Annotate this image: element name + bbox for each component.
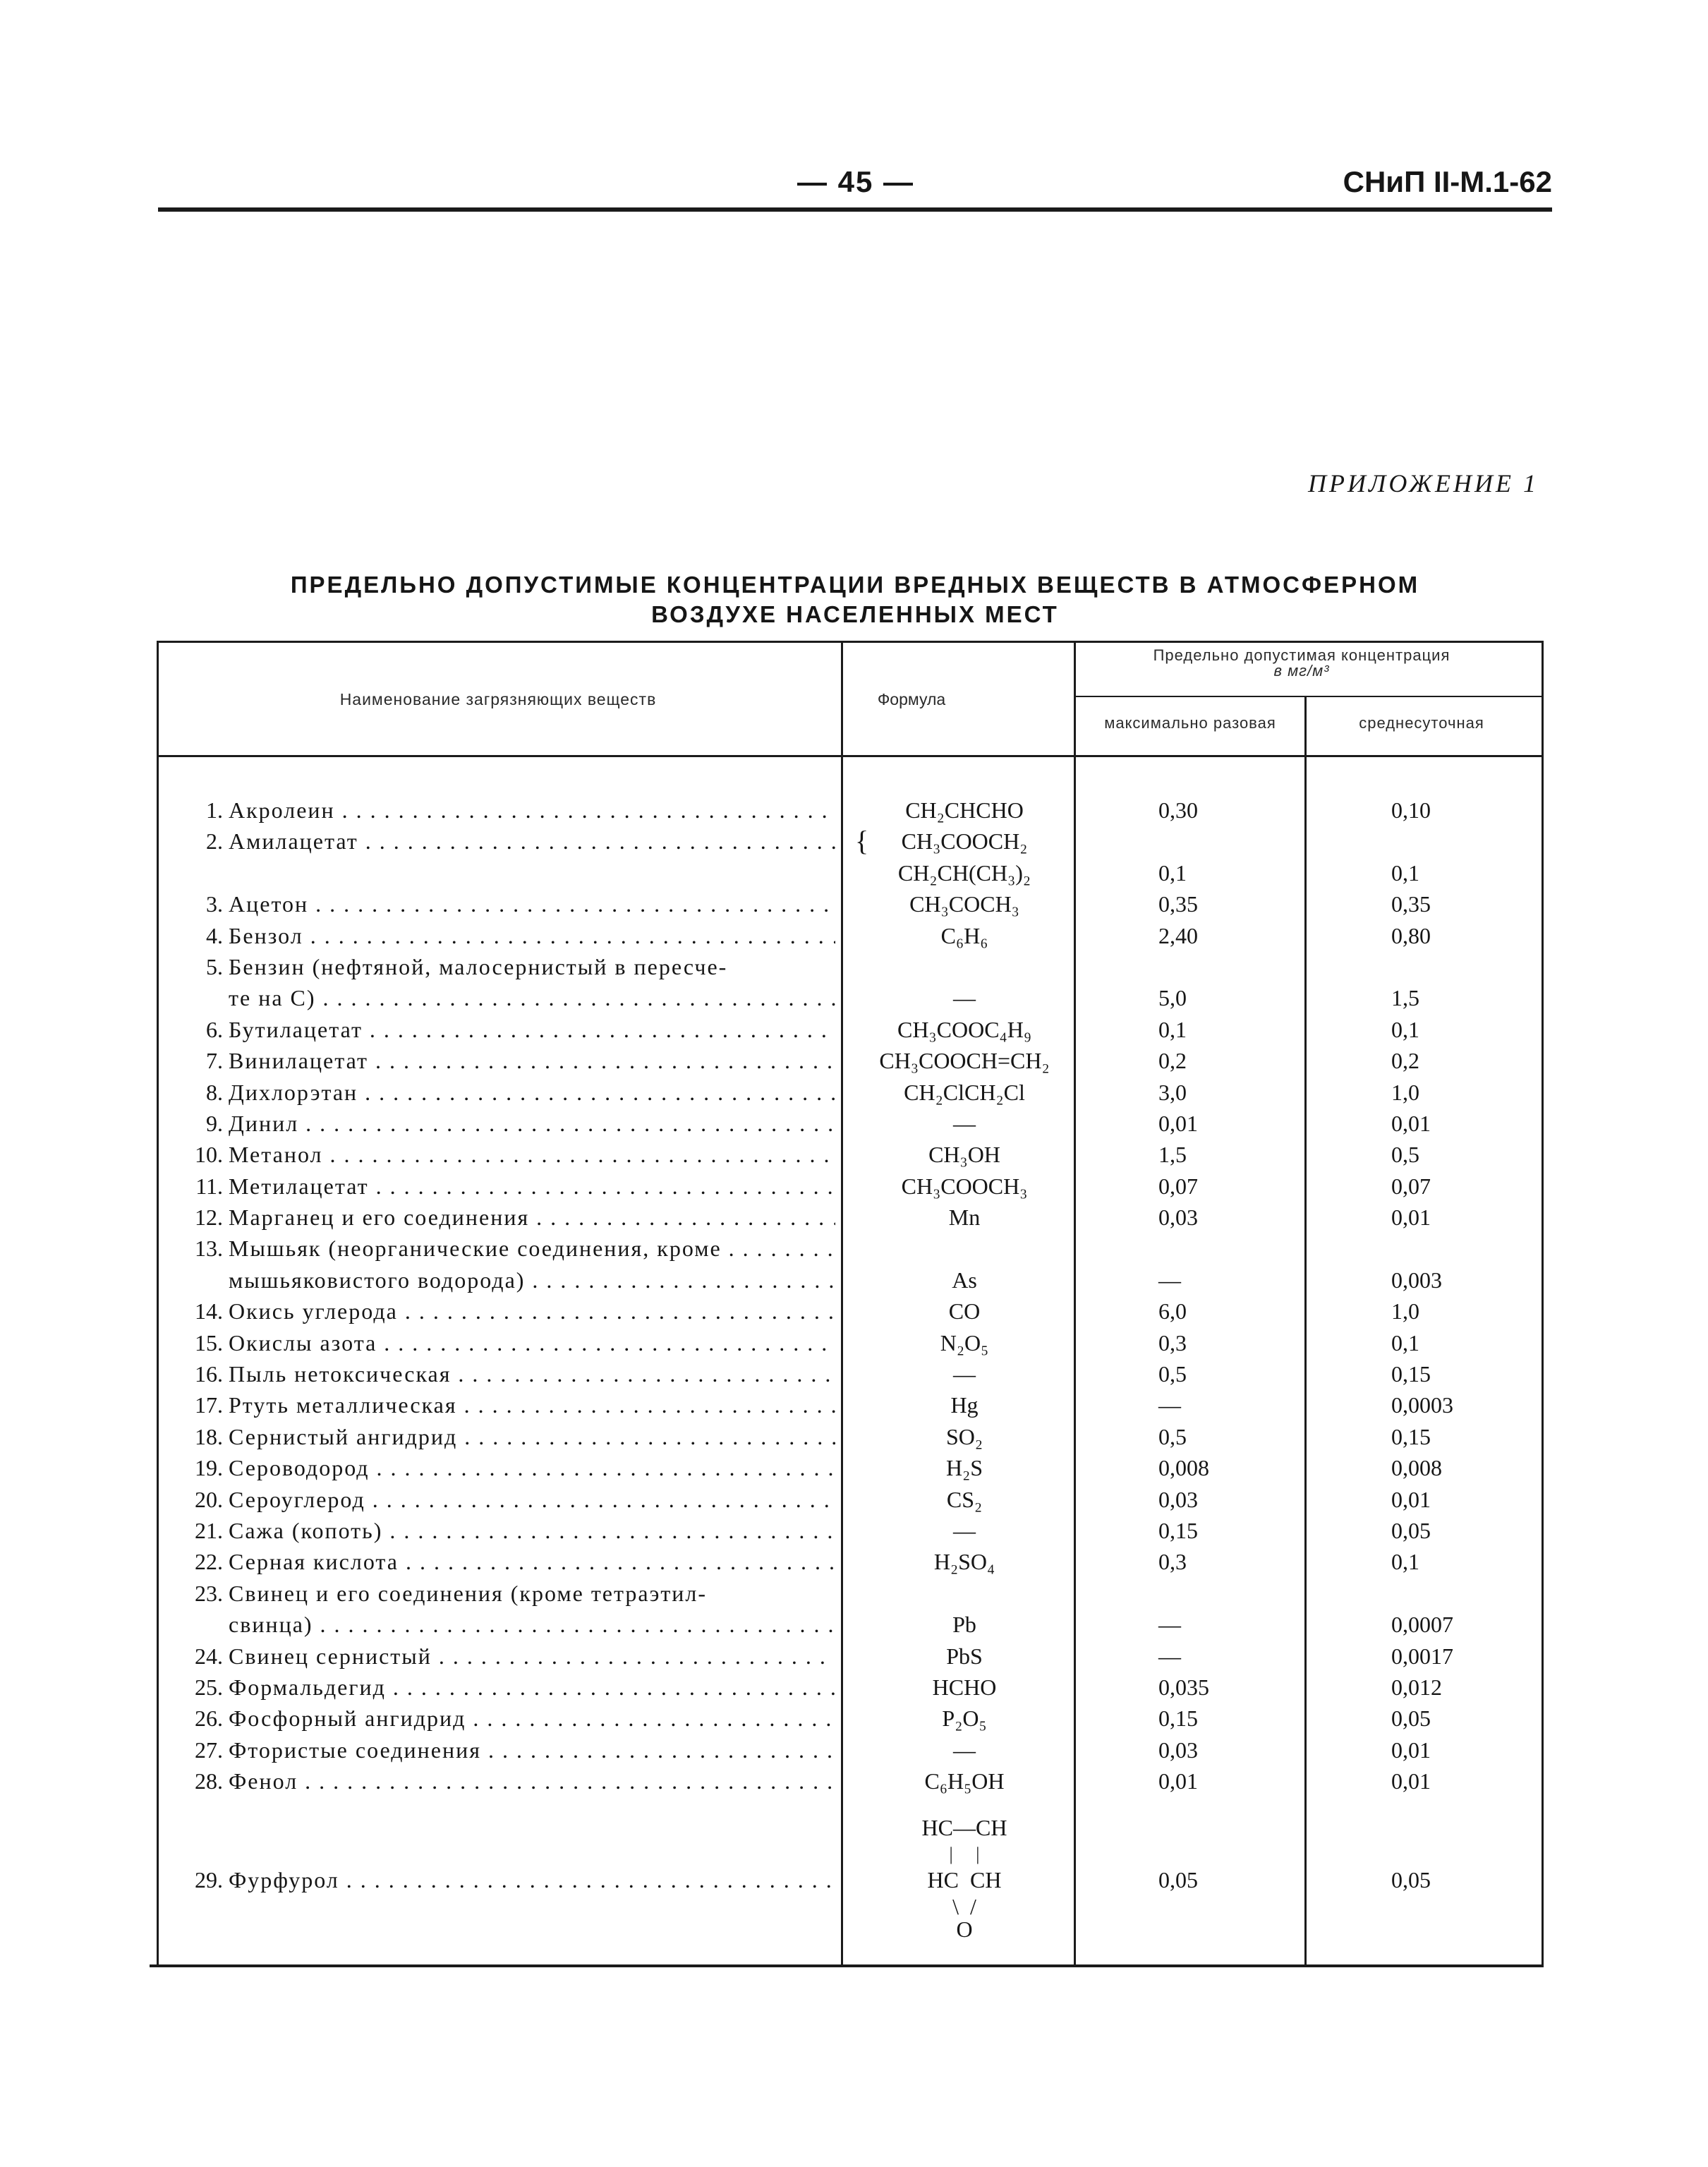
furfurol-formula-bonds: | | (949, 1844, 980, 1864)
daily-average-value: 0,0017 (1391, 1643, 1453, 1669)
table-row (150, 951, 1544, 982)
max-single-value: 0,03 (1158, 1737, 1198, 1763)
formula: CO (948, 1298, 981, 1324)
daily-average-value: 0,15 (1391, 1361, 1431, 1387)
table-row (150, 888, 1544, 919)
row-number: 13. (195, 1236, 223, 1262)
substance-name: Сероуглерод . . . (229, 1487, 835, 1513)
substance-name: Акролеин . . . (229, 797, 835, 823)
table-row (150, 1641, 1544, 1672)
substance-name: свинца) . . . (229, 1612, 835, 1638)
row-number: 18. (195, 1423, 223, 1449)
daily-average-value: 0,01 (1391, 1110, 1431, 1136)
row-number: 10. (195, 1142, 223, 1168)
daily-average-value: 0,80 (1391, 922, 1431, 948)
daily-average-value: 0,01 (1391, 1486, 1431, 1512)
max-single-value: 1,5 (1158, 1142, 1187, 1168)
formula: — (953, 1361, 976, 1387)
substance-name: Фенол . . . (229, 1768, 835, 1794)
header-concentration-title: Предельно допустимая концентрация (1153, 646, 1450, 664)
header-formula: Формула (877, 690, 946, 708)
formula: — (953, 985, 976, 1011)
row-number: 3. (206, 891, 223, 917)
row-number: 6. (206, 1016, 223, 1042)
row-number: 20. (195, 1486, 223, 1512)
max-single-value: — (1158, 1643, 1181, 1669)
substance-name: Фурфурол . . . (229, 1867, 835, 1893)
daily-average-value: 0,0007 (1391, 1612, 1453, 1638)
row-number: 24. (195, 1643, 223, 1669)
table-row (150, 1484, 1544, 1515)
max-single-value: 0,3 (1158, 1549, 1187, 1575)
row-number: 21. (195, 1517, 223, 1543)
substance-name: Сажа (копоть) . . . (229, 1518, 835, 1544)
formula: — (953, 1110, 976, 1136)
row-number: 19. (195, 1455, 223, 1481)
furfurol-formula-oxygen: O (956, 1917, 973, 1942)
substance-name: Окислы азота . . . (229, 1330, 835, 1356)
max-single-value: 0,15 (1158, 1706, 1198, 1732)
row-number: 11. (195, 1173, 223, 1199)
formula: PbS (946, 1643, 983, 1669)
daily-average-value: 0,012 (1391, 1674, 1442, 1700)
substance-name: Метанол . . . (229, 1142, 835, 1168)
formula: CH₃OH (928, 1142, 1000, 1168)
row-number: 28. (195, 1768, 223, 1794)
formula: C₆H₆ (940, 922, 988, 948)
row-number: 26. (195, 1706, 223, 1732)
daily-average-value: 0,07 (1391, 1173, 1431, 1199)
substance-name: Сероводород . . . (229, 1455, 835, 1481)
formula: As (952, 1267, 977, 1293)
table-title-line2: ВОЗДУХЕ НАСЕЛЕННЫХ МЕСТ (651, 601, 1059, 627)
furfurol-formula-mid: HC CH (927, 1867, 1002, 1893)
substance-name: Бензол . . . (229, 923, 835, 949)
header-concentration-group (1074, 648, 1530, 679)
formula: N₂O₅ (940, 1329, 989, 1356)
row-number: 7. (206, 1048, 223, 1074)
daily-average-value: 0,0003 (1391, 1392, 1453, 1418)
substance-name: Серная кислота . . . (229, 1549, 835, 1575)
group-header-rule (1074, 696, 1544, 697)
table-row (150, 1327, 1544, 1358)
table-top-rule (157, 641, 1544, 643)
table-row (150, 1421, 1544, 1452)
daily-average-value: 0,5 (1391, 1142, 1419, 1168)
table-row (150, 982, 1544, 1013)
header-concentration-unit: в мг/м³ (1273, 662, 1330, 680)
daily-average-value: 0,2 (1391, 1048, 1419, 1074)
formula: CH₃COOC₄H₉ (897, 1016, 1031, 1042)
table-row (150, 920, 1544, 951)
table-title-line1: ПРЕДЕЛЬНО ДОПУСТИМЫЕ КОНЦЕНТРАЦИИ ВРЕДНЫХ ВЕЩЕСТВ В АТМОСФЕРНОМ (290, 572, 1420, 598)
daily-average-value: 0,01 (1391, 1768, 1431, 1794)
row-number: 27. (195, 1737, 223, 1763)
substance-name: Свинец сернистый . . . (229, 1643, 835, 1670)
formula: CS₂ (946, 1486, 983, 1512)
daily-average-value: 0,05 (1391, 1706, 1431, 1732)
row-number: 4. (206, 922, 223, 948)
row-number: 22. (195, 1549, 223, 1575)
table-row (150, 826, 1544, 857)
row-number: 29. (195, 1867, 223, 1893)
substance-name: Ртуть металлическая . . . (229, 1392, 835, 1418)
daily-average-value: 0,10 (1391, 797, 1431, 823)
max-single-value: 0,01 (1158, 1110, 1198, 1136)
substance-name: Фтористые соединения . . . (229, 1737, 835, 1763)
furfurol-formula-ring: \ / (952, 1894, 976, 1919)
substance-name: Формальдегид . . . (229, 1674, 835, 1701)
daily-average-value: 0,15 (1391, 1423, 1431, 1449)
formula: CH₃COOCH=CH₂ (879, 1048, 1050, 1074)
page-header (158, 157, 1552, 213)
formula: Pb (952, 1612, 976, 1638)
formula: P₂O₅ (942, 1706, 987, 1732)
max-single-value: 0,2 (1158, 1048, 1187, 1074)
daily-average-value: 0,003 (1391, 1267, 1442, 1293)
substance-name: Амилацетат . . . (229, 828, 835, 855)
substance-name: Бутилацетат . . . (229, 1017, 835, 1043)
row-number: 16. (195, 1361, 223, 1387)
header-substance-name: Наименование загрязняющих веществ (339, 690, 657, 708)
max-single-value: 0,35 (1158, 891, 1198, 917)
max-single-value: 0,3 (1158, 1329, 1187, 1356)
table-row (150, 1139, 1544, 1170)
daily-average-value: 0,05 (1391, 1867, 1431, 1893)
substance-name: Бензин (нефтяной, малосернистый в пересче- (229, 953, 728, 979)
table-row (150, 857, 1544, 888)
table-row (150, 1864, 1544, 1895)
table-row (150, 1452, 1544, 1483)
table-row (150, 1703, 1544, 1734)
row-number: 9. (206, 1110, 223, 1136)
formula: H₂SO₄ (933, 1549, 995, 1575)
substance-name: Окись углерода . . . (229, 1298, 835, 1324)
header-rule (158, 207, 1552, 212)
table-row (150, 1578, 1544, 1609)
substance-name: Метилацетат . . . (229, 1173, 835, 1200)
row-number: 15. (195, 1329, 223, 1356)
row-number: 2. (206, 828, 223, 855)
substance-name: Сернистый ангидрид . . . (229, 1424, 835, 1450)
table-row (150, 1389, 1544, 1420)
table-row (150, 1515, 1544, 1546)
substance-name: Дихлорэтан . . . (229, 1080, 835, 1106)
row-number: 14. (195, 1298, 223, 1324)
daily-average-value: 0,1 (1391, 1329, 1419, 1356)
max-single-value: — (1158, 1392, 1181, 1418)
formula: — (953, 1737, 976, 1763)
substance-name: мышьяковистого водорода) . . . (229, 1267, 835, 1293)
table-row (150, 1202, 1544, 1233)
row-number: 25. (195, 1674, 223, 1700)
furfurol-formula-top: HC—CH (921, 1815, 1007, 1840)
max-single-value: 0,008 (1158, 1455, 1209, 1481)
formula: Hg (950, 1392, 979, 1418)
header-daily-average: среднесуточная (1359, 714, 1484, 732)
table-row (150, 1077, 1544, 1108)
page-number: — 45 — (797, 165, 915, 198)
table-bottom-rule (150, 1964, 1544, 1967)
row-number: 17. (195, 1392, 223, 1418)
substance-name: те на С) . . . (229, 985, 835, 1011)
table-row (150, 1045, 1544, 1076)
formula: C₆H₅OH (924, 1768, 1005, 1794)
daily-average-value: 0,1 (1391, 859, 1419, 886)
max-single-value: 6,0 (1158, 1298, 1187, 1324)
substance-name: Динил . . . (229, 1111, 835, 1137)
daily-average-value: 0,35 (1391, 891, 1431, 917)
max-single-value: 0,05 (1158, 1867, 1198, 1893)
max-single-value: — (1158, 1267, 1181, 1293)
daily-average-value: 0,01 (1391, 1737, 1431, 1763)
table-row (150, 1609, 1544, 1640)
table-row (150, 1264, 1544, 1296)
daily-average-value: 1,5 (1391, 985, 1419, 1011)
row-number: 1. (206, 797, 223, 823)
max-single-value: 2,40 (1158, 922, 1198, 948)
max-single-value: 0,5 (1158, 1423, 1187, 1449)
formula: CH₂CHCHO (905, 797, 1024, 823)
header-max-single: максимально разовая (1104, 714, 1276, 732)
formula: SO₂ (945, 1423, 983, 1449)
table-row (150, 1233, 1544, 1264)
table-row (150, 795, 1544, 826)
table-row (150, 1296, 1544, 1327)
formula: H₂S (945, 1455, 983, 1481)
table-row (150, 1358, 1544, 1389)
max-single-value: 0,15 (1158, 1517, 1198, 1543)
table-body (150, 795, 1544, 1797)
substance-name: Пыль нетоксическая . . . (229, 1361, 835, 1387)
formula: — (953, 1517, 976, 1543)
formula: HCHO (932, 1674, 997, 1700)
table-row (150, 1108, 1544, 1139)
appendix-label: ПРИЛОЖЕНИЕ 1 (1308, 469, 1539, 497)
table-row (150, 1171, 1544, 1202)
max-single-value: 0,035 (1158, 1674, 1209, 1700)
max-single-value: 0,03 (1158, 1205, 1198, 1231)
concentration-table (150, 641, 1544, 1969)
substance-name: Свинец и его соединения (кроме тетраэтил- (229, 1580, 708, 1606)
formula: CH₃COOCH₂ (901, 828, 1028, 855)
row-number: 23. (195, 1580, 223, 1606)
max-single-value: 0,01 (1158, 1768, 1198, 1794)
daily-average-value: 0,01 (1391, 1205, 1431, 1231)
formula: CH₂ClCH₂Cl (904, 1079, 1025, 1105)
daily-average-value: 1,0 (1391, 1298, 1419, 1324)
table-row (150, 1672, 1544, 1703)
formula: CH₃COOCH₃ (901, 1173, 1028, 1199)
max-single-value: 0,03 (1158, 1486, 1198, 1512)
substance-name: Винилацетат . . . (229, 1048, 835, 1074)
max-single-value: 0,1 (1158, 859, 1187, 886)
formula: CH₃COCH₃ (909, 891, 1019, 917)
row-number: 12. (195, 1205, 223, 1231)
row-number: 5. (206, 953, 223, 979)
max-single-value: 0,30 (1158, 797, 1198, 823)
daily-average-value: 0,1 (1391, 1549, 1419, 1575)
table-row (150, 1734, 1544, 1765)
max-single-value: 0,07 (1158, 1173, 1198, 1199)
daily-average-value: 0,05 (1391, 1517, 1431, 1543)
formula: CH₂CH(CH₃)₂ (897, 859, 1031, 886)
document-code: СНиП II-М.1-62 (1343, 165, 1552, 198)
formula-brace: { (855, 825, 869, 857)
row-number: 8. (206, 1079, 223, 1105)
max-single-value: 0,1 (1158, 1016, 1187, 1042)
substance-name: Мышьяк (неорганические соединения, кроме . . . (229, 1236, 835, 1262)
max-single-value: 3,0 (1158, 1079, 1187, 1105)
substance-name: Марганец и его соединения . . . (229, 1205, 835, 1231)
substance-name: Фосфорный ангидрид . . . (229, 1706, 835, 1732)
table-row (150, 1014, 1544, 1045)
table-row (150, 1546, 1544, 1577)
header-bottom-rule (157, 755, 1544, 757)
daily-average-value: 1,0 (1391, 1079, 1419, 1105)
substance-name: Ацетон . . . (229, 891, 835, 917)
max-single-value: 0,5 (1158, 1361, 1187, 1387)
daily-average-value: 0,008 (1391, 1455, 1442, 1481)
daily-average-value: 0,1 (1391, 1016, 1419, 1042)
max-single-value: 5,0 (1158, 985, 1187, 1011)
max-single-value: — (1158, 1612, 1181, 1638)
formula: Mn (948, 1205, 981, 1231)
table-row (150, 1765, 1544, 1797)
